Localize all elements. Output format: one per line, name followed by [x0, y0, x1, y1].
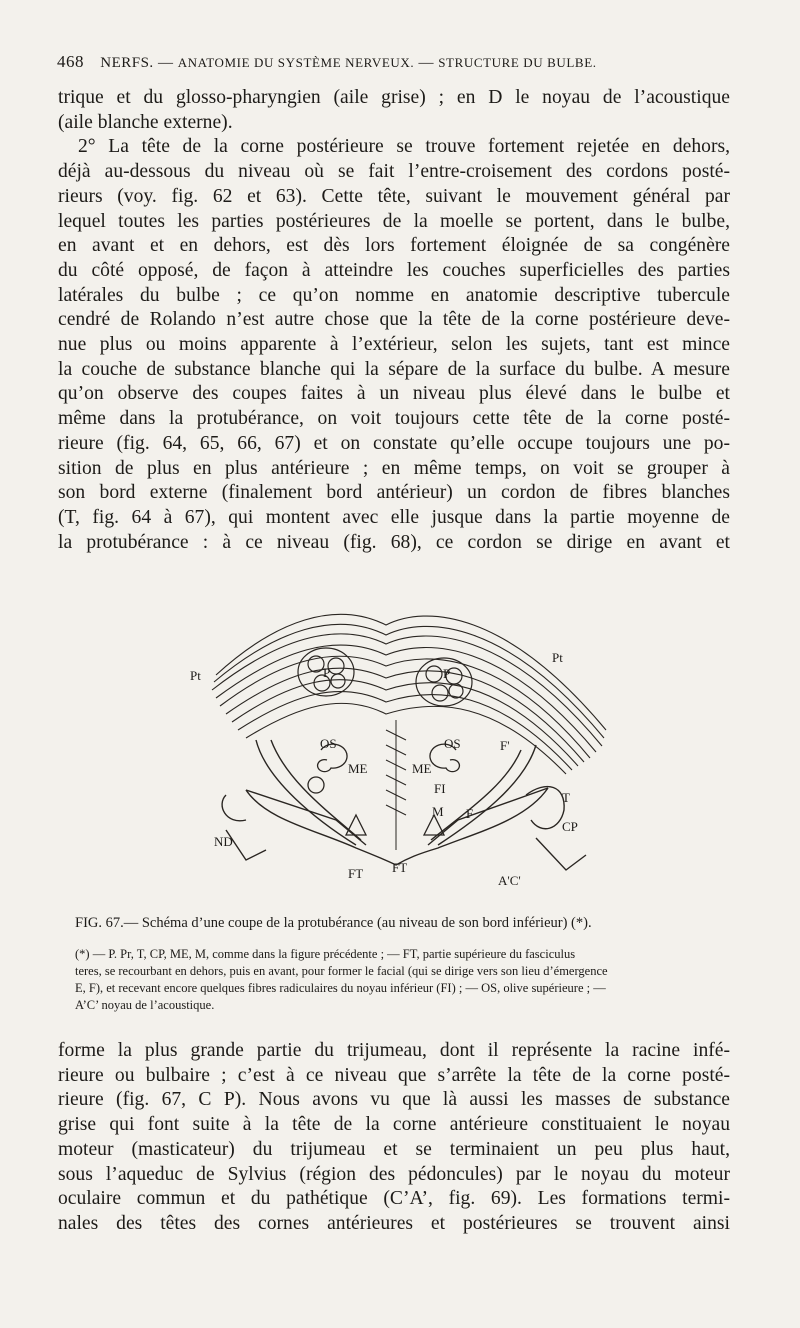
text-line: trique et du glosso-pharyngien (aile grise) ; en D le noyau de l’acoustique [58, 87, 730, 108]
label-fi: FI [434, 781, 446, 796]
label-f-prime: F' [500, 738, 510, 753]
label-os-left: OS [320, 736, 337, 751]
text-line: (T, fig. 64 à 67), qui montent avec elle jusque dans la partie moyenne de [58, 506, 730, 528]
footnote-line: (*) — P. Pr, T, CP, ME, M, comme dans la figure précédente ; — FT, partie supérieure du fasciculus [75, 947, 576, 961]
text-line: lequel toutes les parties postérieures de la moelle se portent, dans le bulbe, [58, 210, 730, 232]
text-line: latérales du bulbe ; ce qu’on nomme en anatomie descriptive tubercule [58, 284, 730, 306]
text-line: la protubérance : à ce niveau (fig. 68), ce cordon se dirige en avant et [58, 531, 730, 553]
label-me-left: ME [348, 761, 368, 776]
running-header [57, 52, 747, 72]
text-line: rieure (fig. 64, 65, 66, 67) et on constate qu’elle occupe toujours une po- [58, 432, 730, 454]
label-nd: ND [214, 834, 233, 849]
header-dash: — [157, 55, 174, 71]
text-line: du côté opposé, de façon à atteindre les couches superficielles des parties [58, 259, 730, 281]
text-line: sous l’aqueduc de Sylvius (région des pédoncules) par le noyau du moteur [58, 1163, 730, 1185]
text-line: (aile blanche externe). [58, 111, 233, 133]
text-line: déjà au-dessous du niveau où se fait l’entre-croisement des cordons posté- [58, 161, 730, 183]
label-cp: CP [562, 819, 578, 834]
text-line: moteur (masticateur) du trijumeau et se terminaient un peu plus haut, [58, 1138, 730, 1160]
page-number: 468 [57, 52, 84, 71]
text-line: forme la plus grande partie du trijumeau, dont il représente la racine infé- [58, 1040, 730, 1061]
figure-67-pons-section [186, 580, 626, 895]
label-ft-left: FT [348, 866, 364, 881]
label-m: M [432, 804, 444, 819]
footnote-line: E, F), et recevant encore quelques fibres radiculaires du noyau inférieur (FI) ; — OS, olive supérieure ; — [75, 981, 606, 995]
text-line: rieure (fig. 67, C P). Nous avons vu que là aussi les masses de substance [58, 1089, 730, 1111]
body-text-top [58, 86, 730, 555]
label-os-right: OS [444, 736, 461, 751]
body-text-bottom [58, 1039, 730, 1237]
text-line: cendré de Rolando n’est autre chose que la tête de la corne postérieure deve- [58, 309, 730, 331]
header-section: NERFS. [100, 55, 154, 71]
header-subtitle: STRUCTURE DU BULBE. [438, 55, 597, 70]
header-dash: — [418, 55, 434, 71]
figure-caption: FIG. 67.— Schéma d’une coupe de la protubérance (au niveau de son bord inférieur) (*). [75, 915, 592, 931]
label-me-right: ME [412, 761, 432, 776]
text-line: nales des têtes des cornes antérieures et postérieures se trouvent ainsi [58, 1212, 730, 1234]
text-line: son bord externe (finalement bord antérieur) un cordon de fibres blanches [58, 482, 730, 504]
text-line: rieure ou bulbaire ; c’est à ce niveau que s’arrête la tête de la corne posté- [58, 1064, 730, 1086]
label-p-right: P [443, 666, 451, 681]
label-f: F [466, 806, 474, 821]
label-t: T [562, 790, 570, 805]
text-line: même dans la protubérance, on voit toujours cette tête de la corne posté- [58, 408, 730, 430]
text-line: sition de plus en plus antérieure ; en même temps, on voit se grouper à [58, 457, 730, 479]
label-pt-right: Pt [552, 650, 563, 665]
footnote-line: teres, se recourbant en dehors, puis en avant, pour former le facial (qui se dirige vers son lieu d’émergence [75, 964, 608, 978]
text-line: oculaire commun et du pathétique (C’A’, fig. 69). Les formations termi- [58, 1188, 730, 1210]
header-title: ANATOMIE DU SYSTÈME NERVEUX. [177, 55, 415, 70]
text-line: 2° La tête de la corne postérieure se trouve fortement rejetée en dehors, [78, 136, 730, 158]
label-ft-right: FT [392, 860, 408, 875]
text-line: grise qui font suite à la tête de la corne antérieure constituaient le noyau [58, 1114, 730, 1136]
text-line: la couche de substance blanche qui la sépare de la surface du bulbe. A mesure [58, 358, 730, 380]
figure-footnote [75, 946, 735, 1014]
text-line: rieurs (voy. fig. 62 et 63). Cette tête, suivant le mouvement général par [58, 185, 730, 207]
text-line: nue plus ou moins apparente à l’extérieur, selon les sujets, tant est mince [58, 334, 730, 356]
text-line: en avant et en dehors, est dès lors fortement éloignée de sa congénère [58, 235, 730, 257]
text-line: qu’on observe des coupes faites à un niveau plus élevé dans le bulbe et [58, 383, 730, 405]
footnote-line: A’C’ noyau de l’acoustique. [75, 998, 215, 1012]
label-p-left: P [323, 665, 331, 680]
label-ac: A'C' [498, 873, 521, 888]
label-pt-left: Pt [190, 668, 201, 683]
